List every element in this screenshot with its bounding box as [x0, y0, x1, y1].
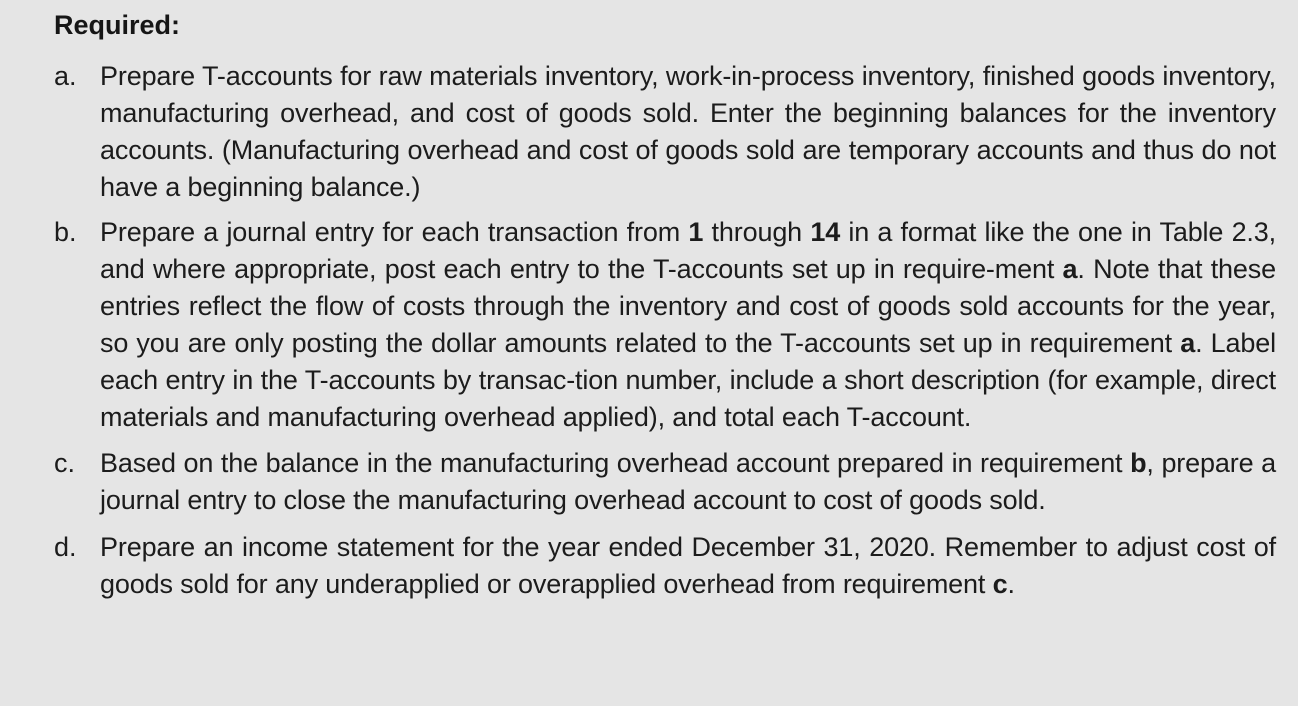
requirement-text-segment: Prepare an income statement for the year ended December 31, 2020. Remember to adjust cost of goods sold for any underapplied or overapplied overhead from requirement — [100, 532, 1276, 599]
requirement-letter: d. — [54, 532, 77, 562]
bold-reference: c — [992, 569, 1008, 599]
requirement-text-segment: through — [703, 217, 811, 247]
requirement-a — [0, 58, 1276, 206]
requirement-text-segment: Prepare T-accounts for raw materials inventory, work-in-process inventory, finished goods inventory, manufacturing overhead, and cost of goods sold. Enter the beginning balances for the inventory accounts. (Manufacturing overhead and cost of goods sold are temporary accounts and thus do not have a beginning balance.) — [100, 61, 1276, 202]
requirement-text-segment: in a format like the one in Table 2.3, and where appropriate, post each entry to the T-accounts set up in require-ment — [100, 217, 1277, 284]
requirement-c — [0, 445, 1276, 519]
requirement-text — [100, 58, 1276, 206]
requirement-text-segment: , prepare a journal entry to close the manufacturing overhead account to cost of goods sold. — [100, 448, 1276, 515]
requirement-text — [100, 529, 1276, 603]
requirements-list — [0, 58, 1276, 603]
bold-reference: a — [1180, 328, 1196, 358]
bold-reference: b — [1130, 448, 1147, 478]
required-heading: Required: — [54, 10, 181, 40]
requirement-text-segment: . — [1007, 569, 1015, 599]
requirement-d — [0, 529, 1276, 603]
requirement-text — [100, 214, 1276, 436]
requirement-text-segment: . Note that these entries reflect the flow of costs through the inventory and cost of goods sold accounts for the year, so you are only posting the dollar amounts related to the T-accounts set up in requirement — [100, 254, 1276, 358]
requirement-letter: c. — [54, 448, 76, 478]
requirement-text — [100, 445, 1276, 519]
bold-reference: 14 — [810, 217, 841, 247]
requirement-letter: b. — [54, 217, 77, 247]
bold-reference: 1 — [688, 217, 704, 247]
requirement-text-segment: . Label each entry in the T-accounts by transac-tion number, include a short description (for example, direct materials and manufacturing overhead applied), and total each T-account. — [100, 328, 1276, 432]
requirement-text-segment: Prepare a journal entry for each transaction from — [100, 217, 689, 247]
requirement-b — [0, 214, 1276, 436]
requirement-text-segment: Based on the balance in the manufacturing overhead account prepared in requirement — [100, 448, 1131, 478]
requirement-letter: a. — [54, 61, 77, 91]
bold-reference: a — [1062, 254, 1078, 284]
